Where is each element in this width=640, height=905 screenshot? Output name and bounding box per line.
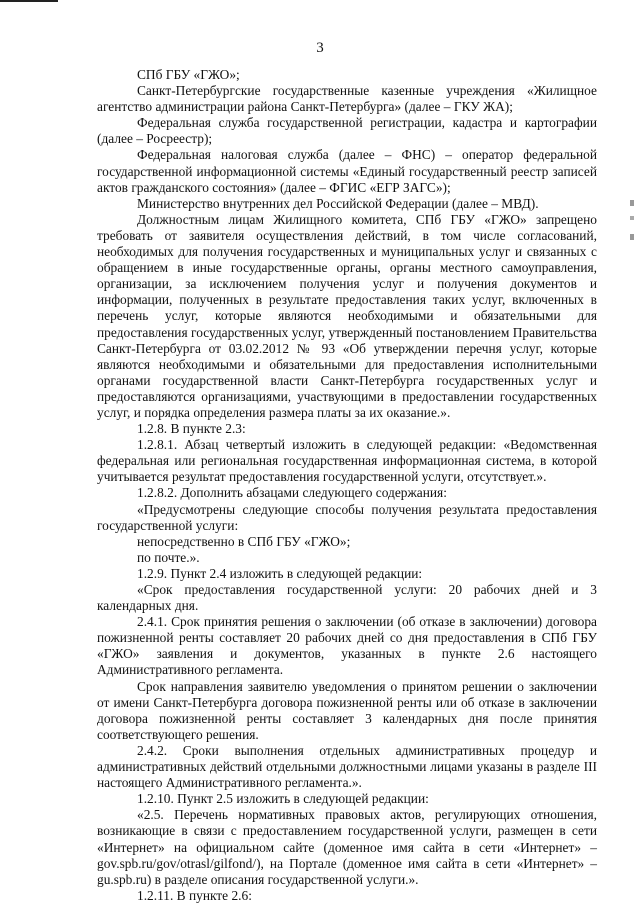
paragraph: 1.2.8.2. Дополнить абзацами следующего содержания: [137, 485, 447, 501]
paragraph: «Предусмотрены следующие способы получения результата предоставления государственной услуги: [97, 501, 597, 533]
document-body [97, 67, 597, 904]
scan-margin-marks [630, 200, 634, 270]
paragraph: СПб ГБУ «ГЖО»; [137, 67, 240, 82]
paragraph: Министерство внутренних дел Российской Федерации (далее – МВД). [137, 195, 539, 211]
paragraph: Федеральная служба государственной регистрации, кадастра и картографии (далее – Росреестр); [97, 115, 597, 147]
paragraph: Федеральная налоговая служба (далее – ФНС) – оператор федеральной государственной информационной системы «Единый государственный реестр записей актов гражданского состояния» (далее – ФГИС «ЕГР ЗАГС»); [97, 147, 597, 195]
paragraph: 1.2.11. В пункте 2.6: [137, 887, 252, 903]
page-number: 3 [316, 40, 324, 56]
paragraph: 1.2.8.1. Абзац четвертый изложить в следующей редакции: «Ведомственная федеральная или региональная государственная информационная система, в которой учитывается результат предоставления государственной услуги, отсутствует.». [97, 437, 597, 485]
paragraph: 1.2.8. В пункте 2.3: [137, 421, 246, 437]
paragraph: 1.2.9. Пункт 2.4 изложить в следующей редакции: [137, 565, 423, 581]
paragraph: 2.4.2. Сроки выполнения отдельных административных процедур и административных действий отдельными должностными лицами указаны в разделе III настоящего Административного регламента.». [97, 742, 597, 791]
paragraph: 1.2.10. Пункт 2.5 изложить в следующей редакции: [137, 791, 429, 807]
paragraph: «Срок предоставления государственной услуги: 20 рабочих дней и 3 календарных дня. [97, 582, 597, 614]
paragraph: «2.5. Перечень нормативных правовых актов, регулирующих отношения, возникающие в связи с предоставлением государственной услуги, размещен в сети «Интернет» на официальном сайте (доменное имя сайта в сети «Интернет» – gov.spb.ru/gov/otrasl/gilfond/), на Портале (доменное имя сайта в сети «Интернет» – gu.spb.ru) в разделе описания государственной услуги.». [97, 807, 597, 887]
top-rule [0, 0, 58, 2]
paragraph: по почте.». [137, 549, 200, 565]
paragraph: Санкт-Петербургские государственные казенные учреждения «Жилищное агентство администрации района Санкт-Петербурга» (далее – ГКУ ЖА); [97, 83, 597, 115]
paragraph: Срок направления заявителю уведомления о принятом решении о заключении от имени Санкт-Петербурга договора пожизненной ренты или об отказе в заключении договора пожизненной ренты составляет 3 календарных дня после принятия соответствующего решения. [97, 678, 597, 742]
paragraph: Должностным лицам Жилищного комитета, СПб ГБУ «ГЖО» запрещено требовать от заявителя осуществления действий, в том числе согласований, необходимых для получения государственных и муниципальных услуг и связанных с обращением в иные государственные органы, органы местного самоуправления, организации, за исключением получения услуг и получения документов и информации, полученных в результате предоставления таких услуг, включенных в перечень услуг, которые являются необходимыми и обязательными для предоставления государственных услуг, утвержденный постановлением Правительства Санкт-Петербурга от 03.02.2012 № 93 «Об утверждении перечня услуг, которые являются необходимыми и обязательными для предоставления исполнительными органами государственной власти Санкт-Петербурга государственных услуг и предоставляются организациями, участвующими в предоставлении государственных услуг, и порядка определения размера платы за их оказание.». [97, 211, 597, 420]
paragraph: 2.4.1. Срок принятия решения о заключении (об отказе в заключении) договора пожизненной ренты составляет 20 рабочих дней со дня предоставления в СПб ГБУ «ГЖО» заявления и документов, указанных в пункте 2.6 настоящего Административного регламента. [97, 614, 597, 678]
paragraph: непосредственно в СПб ГБУ «ГЖО»; [137, 533, 351, 549]
